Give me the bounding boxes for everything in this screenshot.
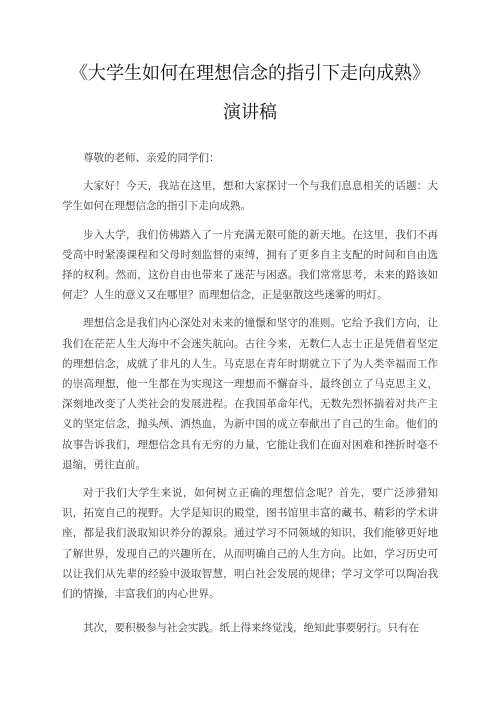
- document-title: 《大学生如何在理想信念的指引下走向成熟》: [70, 63, 430, 84]
- body-paragraph: 大家好！今天，我站在这里，想和大家探讨一个与我们息息相关的话题：大学生如何在理想信念的指引下走向成熟。: [62, 180, 438, 213]
- document-subtitle: 演讲稿: [223, 102, 277, 123]
- body-paragraph: 对于我们大学生来说，如何树立正确的理想信念呢？首先，要广泛涉猎知识，拓宽自己的视野。大学是知识的殿堂，图书馆里丰富的藏书、精彩的学术讲座，都是我们汲取知识养分的源泉。通过学习不同领域的知识，我们能够更好地了解世界，发现自己的兴趣所在，从而明确自己的人生方向。比如，学习历史可以让我们从先辈的经验中汲取智慧，明白社会发展的规律；学习文学可以陶冶我们的情操，丰富我们的内心世界。: [62, 487, 438, 601]
- body-paragraph: 其次，要积极参与社会实践。纸上得来终觉浅，绝知此事要躬行。只有在: [83, 622, 419, 635]
- document-body: [62, 148, 438, 638]
- body-paragraph: 理想信念是我们内心深处对未来的憧憬和坚守的准则。它给予我们方向，让我们在茫茫人生大海中不会迷失航向。古往今来，无数仁人志士正是凭借着坚定的理想信念，成就了非凡的人生。马克思在青年时期就立下了为人类幸福而工作的崇高理想，他一生都在为实现这一理想而不懈奋斗，最终创立了马克思主义，深刻地改变了人类社会的发展进程。在我国革命年代，无数先烈怀揣着对共产主义的坚定信念，抛头颅、洒热血，为新中国的成立奉献出了自己的生命。他们的故事告诉我们，理想信念具有无穷的力量，它能让我们在面对困难和挫折时毫不退缩，勇往直前。: [62, 317, 438, 471]
- body-paragraph: 步入大学，我们仿佛踏入了一片充满无限可能的新天地。在这里，我们不再受高中时紧凑课程和父母时刻监督的束缚，拥有了更多自主支配的时间和自由选择的权利。然而，这份自由也带来了迷茫与困惑。我们常常思考，未来的路该如何走？人生的意义又在哪里？而理想信念，正是驱散这些迷雾的明灯。: [62, 228, 438, 302]
- salutation-paragraph: 尊敬的老师、亲爱的同学们：: [83, 152, 220, 164]
